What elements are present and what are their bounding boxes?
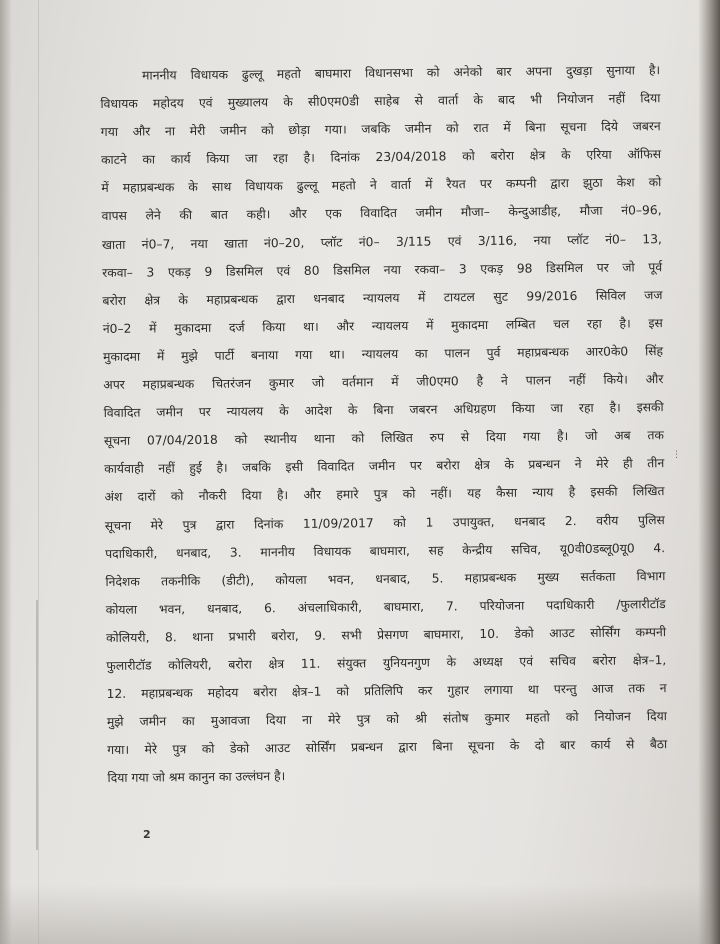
- text-line: खाता नं0–7, नया खाता नं0–20, प्लॉट नं0– 3/115 एवं 3/116, नया प्लॉट नं0– 13,: [101, 231, 662, 252]
- page-shadow-right: [698, 0, 720, 944]
- text-line: नं0–2 में मुकादमा दर्ज किया था। और न्यायलय में मुकादमा लम्बित चल रहा है। इस: [102, 315, 663, 336]
- text-line: निदेशक तकनीकि (डीटी), कोयला भवन, धनबाद, 5. महाप्रबन्धक मुख्य सर्तकता विभाग: [105, 568, 666, 589]
- text-line: गया। मेरे पुत्र को डेको आउट सोर्सिंग प्रबन्धन द्वारा बिना सूचना के दो बार कार्य से बैठा: [107, 737, 668, 758]
- text-line: दिया गया जो श्रम कानुन का उल्लंघन है।: [107, 769, 286, 786]
- text-line: रकवा– 3 एकड़ 9 डिसमिल एवं 80 डिसमिल नया रकवा– 3 एकड़ 98 डिसमिल पर जो पूर्व: [102, 259, 663, 280]
- text-line: फुलारीटॉड कोलियरी, बरोरा क्षेत्र 11. संयुक्त युनियनगुण के अध्यक्ष एवं सचिव बरोरा क्षेत्र–1,: [106, 653, 667, 673]
- text-line: मुकादमा में मुझे पार्टी बनाया गया था। न्यायलय का पालन पुर्व महाप्रबन्धक आर0के0 सिंह: [103, 344, 664, 364]
- text-line: सूचना 07/04/2018 को स्थानीय थाना को लिखित रुप से दिया गया है। जो अब तक: [103, 428, 665, 449]
- text-line: पदाधिकारी, धनबाद, 3. माननीय विधायक बाघमारा, सह केन्द्रीय सचिव, यू0वी0डब्लू0यू0 4.: [105, 540, 666, 561]
- text-line: माननीय विधायक ढुल्लू महतो बाघमारा विधानसभा को अनेको बार अपना दुखड़ा सुनाया है।: [142, 63, 661, 83]
- text-line: अपर महाप्रबन्धक चितरंजन कुमार जो वर्तमान में जी0एम0 है ने पालन नहीं किये। और: [103, 372, 664, 393]
- text-line: सूचना मेरे पुत्र द्वारा दिनांक 11/09/2017 को 1 उपायुक्त, धनबाद 2. वरीय पुलिस: [104, 512, 665, 533]
- margin-pen-stroke: [36, 600, 38, 850]
- ink-speck: ⋮: [672, 450, 681, 460]
- letter-body: [100, 56, 668, 792]
- text-line: काटने का कार्य किया जा रहा है। दिनांक 23/04/2018 को बरोरा क्षेत्र के एरिया ऑफिस: [100, 147, 662, 168]
- text-line: अंश दारों को नौकरी दिया है। और हमारे पुत्र को नहीं। यह कैसा न्याय है इसकी लिखित: [104, 484, 665, 505]
- text-line: में महाप्रबन्धक के साथ विधायक ढुल्लू महतो ने वार्ता में रैयत पर कम्पनी द्वारा झुठा केश को: [101, 175, 662, 196]
- text-line: मुझे जमीन का मुआवजा दिया ना मेरे पुत्र को श्री संतोष कुमार महतो को नियोजन दिया: [106, 709, 667, 730]
- text-line: 12. महाप्रबन्धक महोदय बरोरा क्षेत्र–1 को प्रतिलिपि कर गुहार लगाया था परन्तु आज तक न: [106, 681, 667, 702]
- text-line: बरोरा क्षेत्र के महाप्रबन्धक द्वारा धनबाद न्यायलय में टायटल सुट 99/2016 सिविल जज: [102, 287, 663, 308]
- page-shadow-bottom: [0, 884, 720, 944]
- text-line: गया और ना मेरी जमीन को छोड़ा गया। जबकि जमीन को रात में बिना सूचना दिये जबरन: [100, 119, 661, 140]
- page-fold-line: [38, 0, 39, 944]
- page-number: 2: [143, 828, 151, 841]
- text-line: कार्यवाही नहीं हुई है। जबकि इसी विवादित जमीन पर बरोरा क्षेत्र के प्रबन्धन ने मेरे ही तीन: [104, 456, 665, 477]
- text-line: कोलियरी, 8. थाना प्रभारी बरोरा, 9. सभी प्रेसगण बाघमारा, 10. डेको आउट सोर्सिंग कम्पनी: [105, 624, 667, 645]
- text-line: कोयला भवन, धनबाद, 6. अंचलाधिकारी, बाघमारा, 7. परियोजना पदाधिकारी /फुलारीटॉड: [105, 596, 666, 617]
- page-shadow-left: [0, 0, 12, 944]
- text-line: वापस लेने की बात कही। और एक विवादित जमीन मौजा– केन्दुआडीह, मौजा नं0–96,: [101, 203, 662, 224]
- text-line: विवादित जमीन पर न्यायलय के आदेश के बिना जबरन अधिग्रहण किया जा रहा है। इसकी: [103, 400, 664, 421]
- text-line: विधायक महोदय एवं मुख्यालय के सी0एम0डी साहेब से वार्ता के बाद भी नियोजन नहीं दिया: [100, 91, 661, 112]
